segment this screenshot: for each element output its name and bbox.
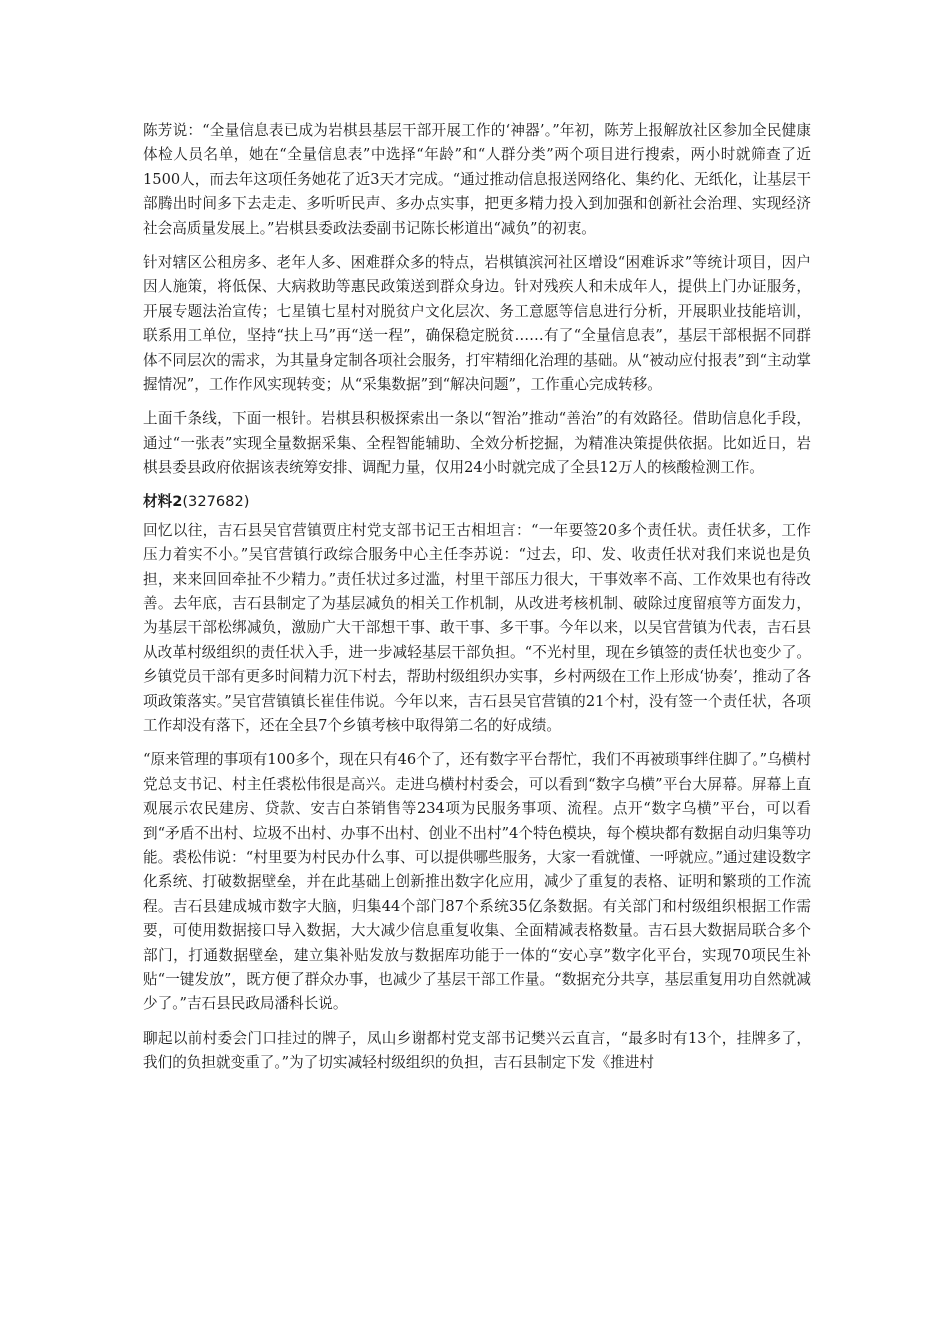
- material-2-label: 材料2: [143, 492, 183, 510]
- material-2-code: (327682): [182, 492, 250, 510]
- paragraph-3: 上面千条线，下面一根针。岩棋县积极探索出一条以“智治”推动“善治”的有效路径。借助信息化手段，通过“一张表”实现全量数据采集、全程智能辅助、全效分析挖掘，为精准决策提供依据。比如近日，岩棋县委县政府依据该表统筹安排、调配力量，仅用24小时就完成了全县12万人的核酸检测工作。: [143, 410, 811, 477]
- paragraph-6: 聊起以前村委会门口挂过的牌子，凤山乡谢都村党支部书记樊兴云直言，“最多时有13个，挂牌多了，我们的负担就变重了。”为了切实减轻村级组织的负担，吉石县制定下发《推进村: [143, 1029, 811, 1072]
- paragraph-5: “原来管理的事项有100多个，现在只有46个了，还有数字平台帮忙，我们不再被琐事绊住脚了。”乌横村党总支书记、村主任裘松伟很是高兴。走进乌横村村委会，可以看到“数字乌横”平台大屏幕。屏幕上直观展示农民建房、贷款、安吉白茶销售等234项为民服务事项、流程。点开“数字乌横”平台，可以看到“矛盾不出村、垃圾不出村、办事不出村、创业不出村”4个特色模块，每个模块都有数据自动归集等功能。裘松伟说：“村里要为村民办什么事、可以提供哪些服务，大家一看就懂、一呼就应。”通过建设数字化系统、打破数据壁垒，并在此基础上创新推出数字化应用，减少了重复的表格、证明和繁琐的工作流程。吉石县建成城市数字大脑，归集44个部门87个系统35亿条数据。有关部门和村级组织根据工作需要，可使用数据接口导入数据，大大减少信息重复收集、全面精减表格数量。吉石县大数据局联合多个部门，打通数据壁垒，建立集补贴发放与数据库功能于一体的“安心享”数字化平台，实现70项民生补贴“一键发放”，既方便了群众办事，也减少了基层干部工作量。“数据充分共享，基层重复用功自然就减少了。”吉石县民政局潘科长说。: [143, 751, 811, 1013]
- paragraph-4: 回忆以往，吉石县吴官营镇贾庄村党支部书记王古相坦言：“一年要签20多个责任状。责任状多，工作压力着实不小。”吴官营镇行政综合服务中心主任李苏说：“过去，印、发、收责任状对我们来说也是负担，来来回回牵扯不少精力。”责任状过多过滥，村里干部压力很大，干事效率不高、工作效果也有待改善。去年底，吉石县制定了为基层减负的相关工作机制，从改进考核机制、破除过度留痕等方面发力，为基层干部松绑减负，激励广大干部想干事、敢干事、多干事。今年以来，以吴官营镇为代表，吉石县从改革村级组织的责任状入手，进一步减轻基层干部负担。“不光村里，现在乡镇签的责任状也变少了。乡镇党员干部有更多时间精力沉下村去，帮助村级组织办实事，乡村两级在工作上形成‘协奏’，推动了各项政策落实。”吴官营镇镇长崔佳伟说。今年以来，吉石县吴官营镇的21个村，没有签一个责任状，各项工作却没有落下，还在全县7个乡镇考核中取得第二名的好成绩。: [143, 521, 811, 734]
- document-page: [143, 119, 811, 1086]
- paragraph-2: 针对辖区公租房多、老年人多、困难群众多的特点，岩棋镇滨河社区增设“困难诉求”等统计项目，因户因人施策，将低保、大病救助等惠民政策送到群众身边。针对残疾人和未成年人，提供上门办证服务，开展专题法治宣传；七星镇七星村对脱贫户文化层次、务工意愿等信息进行分析，开展职业技能培训，联系用工单位，坚持“扶上马”再“送一程”，确保稳定脱贫……有了“全量信息表”，基层干部根据不同群体不同层次的需求，为其量身定制各项社会服务，打牢精细化治理的基础。从“被动应付报表”到“主动掌握情况”，工作作风实现转变；从“采集数据”到“解决问题”，工作重心完成转移。: [143, 254, 811, 394]
- material-2-heading: [143, 491, 811, 513]
- paragraph-1: 陈芳说：“全量信息表已成为岩棋县基层干部开展工作的‘神器’。”年初，陈芳上报解放社区参加全民健康体检人员名单，她在“全量信息表”中选择“年龄”和“人群分类”两个项目进行搜索，两小时就筛查了近1500人，而去年这项任务她花了近3天才完成。“通过推动信息报送网络化、集约化、无纸化，让基层干部腾出时间多下去走走、多听听民声、多办点实事，把更多精力投入到加强和创新社会治理、实现经济社会高质量发展上。”岩棋县委政法委副书记陈长彬道出“减负”的初衷。: [143, 122, 811, 237]
